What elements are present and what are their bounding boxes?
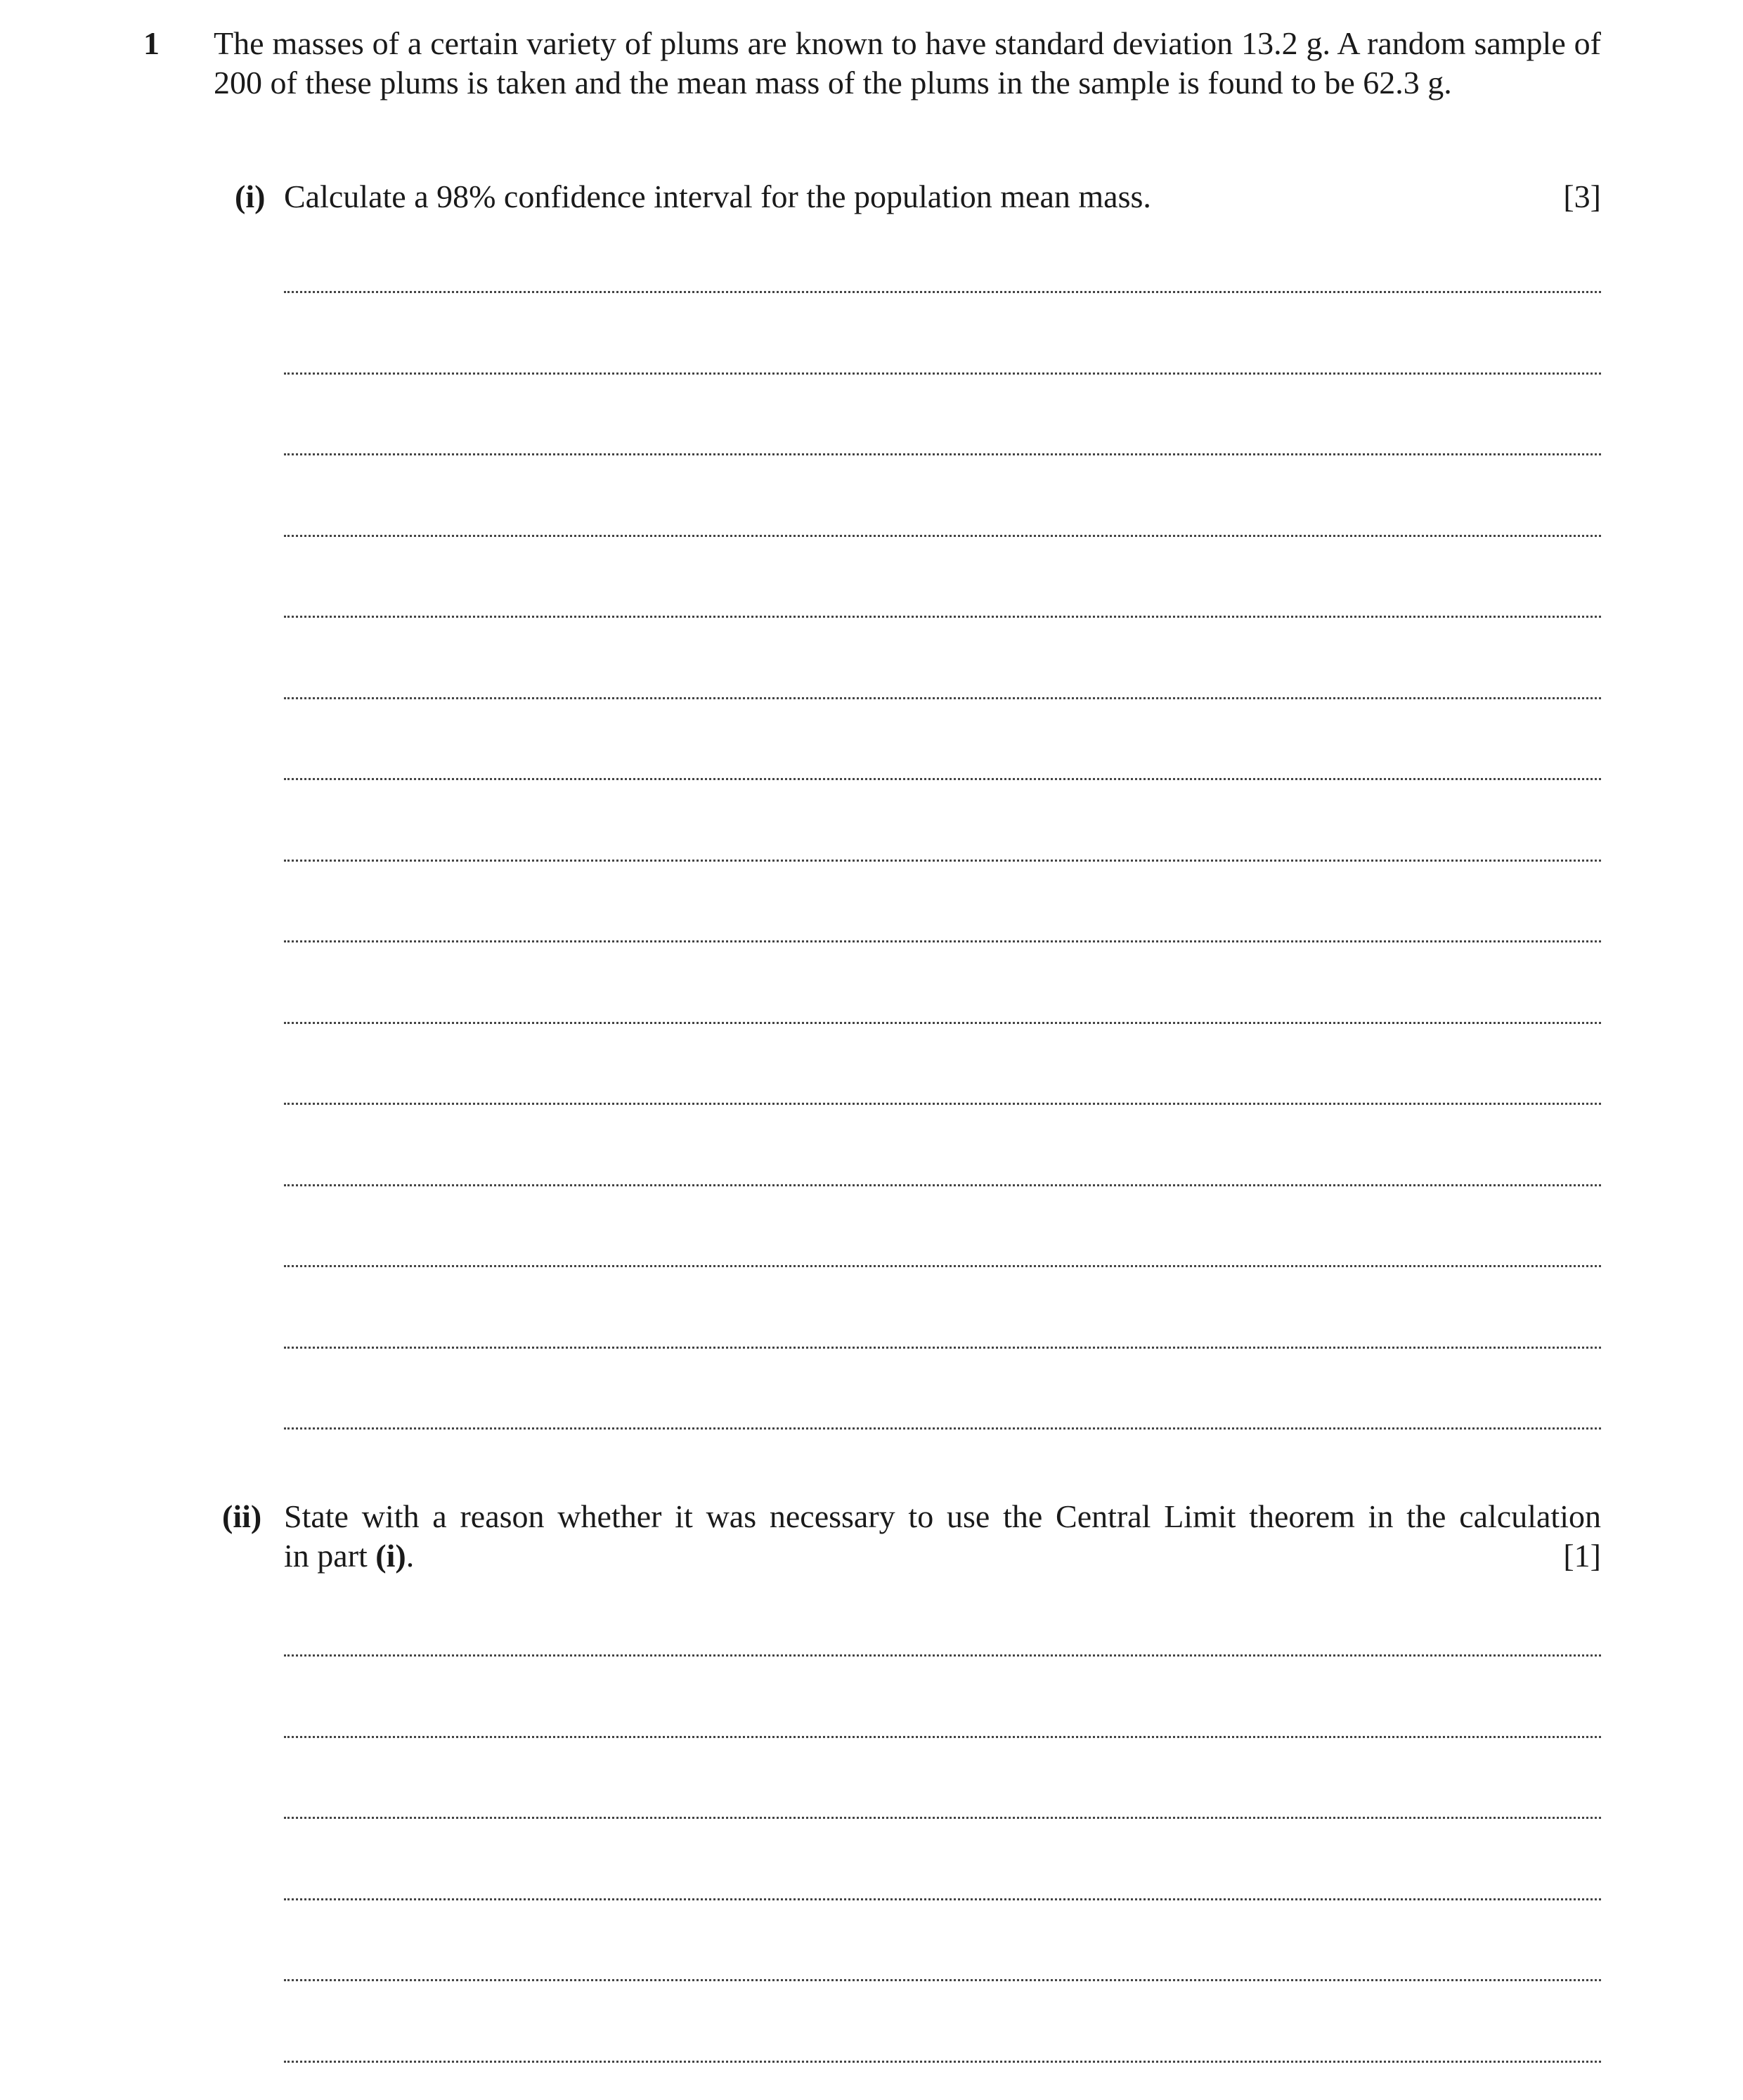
part-i-text bbox=[284, 177, 1601, 216]
part-i-answer-line[interactable] bbox=[284, 940, 1601, 942]
part-ii-answer-line[interactable] bbox=[284, 1898, 1601, 1900]
part-i-answer-line[interactable] bbox=[284, 778, 1601, 780]
part-i-answer-line[interactable] bbox=[284, 291, 1601, 293]
part-ii-answer-line[interactable] bbox=[284, 1817, 1601, 1819]
part-i-answer-line[interactable] bbox=[284, 453, 1601, 455]
part-ii-answer-line[interactable] bbox=[284, 1979, 1601, 1981]
part-i-label: (i) bbox=[235, 179, 266, 214]
part-i-answer-line[interactable] bbox=[284, 1184, 1601, 1186]
part-ii-prompt-prefix: in part bbox=[284, 1538, 376, 1574]
part-ii-answer-line[interactable] bbox=[284, 1736, 1601, 1738]
part-i-answer-line[interactable] bbox=[284, 1022, 1601, 1024]
question-stem: The masses of a certain variety of plums are known to have standard deviation 13.2 g. A random sample of 200 of these plums is taken and the mean mass of the plums in the sample is found to be 62.3 g. bbox=[214, 25, 1601, 101]
part-ii-text bbox=[284, 1497, 1601, 1576]
part-i-answer-line[interactable] bbox=[284, 1265, 1601, 1267]
part-i-answer-line[interactable] bbox=[284, 535, 1601, 537]
question-number: 1 bbox=[143, 25, 160, 61]
part-i-answer-line[interactable] bbox=[284, 860, 1601, 862]
part-i-answer-line[interactable] bbox=[284, 697, 1601, 699]
part-i-marks: [3] bbox=[1563, 179, 1601, 214]
part-ii-marks: [1] bbox=[1563, 1538, 1601, 1574]
part-i-answer-line[interactable] bbox=[284, 1103, 1601, 1105]
part-ii-prompt-suffix: . bbox=[406, 1538, 415, 1574]
part-ii-answer-line[interactable] bbox=[284, 1654, 1601, 1657]
part-i-answer-line[interactable] bbox=[284, 616, 1601, 618]
part-i-answer-line[interactable] bbox=[284, 372, 1601, 375]
part-i-answer-line[interactable] bbox=[284, 1347, 1601, 1349]
part-ii-prompt-line-2 bbox=[284, 1536, 1601, 1576]
part-ii-label: (ii) bbox=[222, 1498, 262, 1534]
part-i-answer-line[interactable] bbox=[284, 1427, 1601, 1430]
part-ii-prompt-ref: (i) bbox=[375, 1538, 406, 1574]
part-i-prompt: Calculate a 98% confidence interval for the population mean mass. bbox=[284, 179, 1151, 214]
part-ii-answer-line[interactable] bbox=[284, 2061, 1601, 2063]
part-ii-prompt-line-1: State with a reason whether it was necessary to use the Central Limit theorem in the calculation bbox=[284, 1498, 1601, 1534]
